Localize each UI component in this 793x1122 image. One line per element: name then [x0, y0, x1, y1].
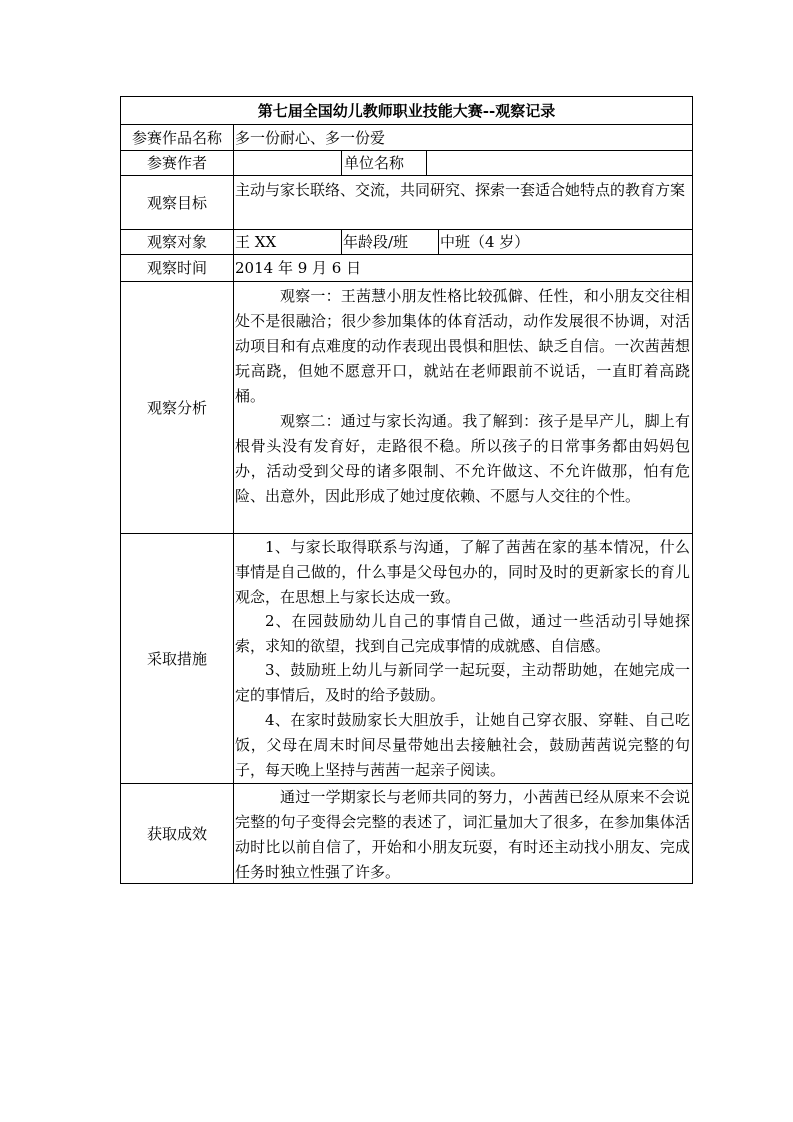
time-value: 2014 年 9 月 6 日 [235, 259, 362, 277]
table-border-right [692, 96, 693, 884]
work-name-value: 多一份耐心、多一份爱 [235, 128, 386, 147]
measure-item-2: 2、在园鼓励幼儿自己的事情自己做，通过一些活动引导她探索，求知的欲望，找到自己完成事情的成就感、自信感。 [235, 612, 690, 655]
measure-item-3: 3、鼓励班上幼儿与新同学一起玩耍，主动帮助她，在她完成一定的事情后，及时的给予鼓励。 [235, 661, 690, 704]
author-label: 参赛作者 [146, 154, 207, 172]
table-column-divider [438, 229, 439, 255]
age-class-label: 年龄段/班 [343, 233, 409, 251]
measure-item-4: 4、在家时鼓励家长大胆放手，让她自己穿衣服、穿鞋、自己吃饭，父母在周末时间尽量带她出去接触社会，鼓励茜茜说完整的句子，每天晚上坚持与茜茜一起亲子阅读。 [235, 711, 690, 779]
results-label: 获取成效 [146, 824, 207, 843]
analysis-label: 观察分析 [146, 398, 207, 417]
subject-value: 王 XX [235, 233, 277, 251]
measures-label: 采取措施 [146, 649, 207, 668]
unit-value [428, 151, 691, 175]
analysis-paragraph-2: 观察二：通过与家长沟通。我了解到：孩子是早产儿，脚上有根骨头没有发育好，走路很不稳。所以孩子的日常事务都由妈妈包办，活动受到父母的诸多限制、不允许做这、不允许做那，怕有危险、出意外，因此形成了她过度依赖、不愿与人交往的个性。 [235, 412, 690, 505]
results-text: 通过一学期家长与老师共同的努力，小茜茜已经从原来不会说完整的句子变得会完整的表述了，词汇量加大了很多，在参加集体活动时比以前自信了，开始和小朋友玩耍，有时还主动找小朋友、完成任务时独立性强了许多。 [235, 788, 690, 881]
table-column-divider [341, 229, 342, 255]
age-class-value: 中班（4 岁） [440, 233, 530, 251]
time-label: 观察时间 [146, 259, 207, 277]
author-value [235, 151, 341, 175]
table-column-divider [233, 124, 234, 884]
goal-label: 观察目标 [146, 193, 207, 212]
analysis-paragraph-1: 观察一：王茜慧小朋友性格比较孤僻、任性，和小朋友交往相处不是很融洽；很少参加集体的体育活动，动作发展很不协调，对活动项目和有点难度的动作表现出畏惧和胆怯、缺乏自信。一次茜茜想玩高跷，但她不愿意开口，就站在老师跟前不说话，一直盯着高跷桶。 [235, 287, 690, 405]
subject-label: 观察对象 [146, 233, 207, 251]
form-title: 第七届全国幼儿教师职业技能大赛--观察记录 [257, 101, 556, 120]
goal-value: 主动与家长联络、交流，共同研究、探索一套适合她特点的教育方案 [235, 181, 686, 199]
unit-label: 单位名称 [344, 154, 405, 172]
work-name-label: 参赛作品名称 [131, 128, 222, 147]
table-column-divider [341, 150, 342, 176]
measure-item-1: 1、与家长取得联系与沟通，了解了茜茜在家的基本情况，什么事情是自己做的，什么事是父母包办的，同时及时的更新家长的育儿观念，在思想上与家长达成一致。 [235, 538, 690, 606]
table-column-divider [426, 150, 427, 176]
